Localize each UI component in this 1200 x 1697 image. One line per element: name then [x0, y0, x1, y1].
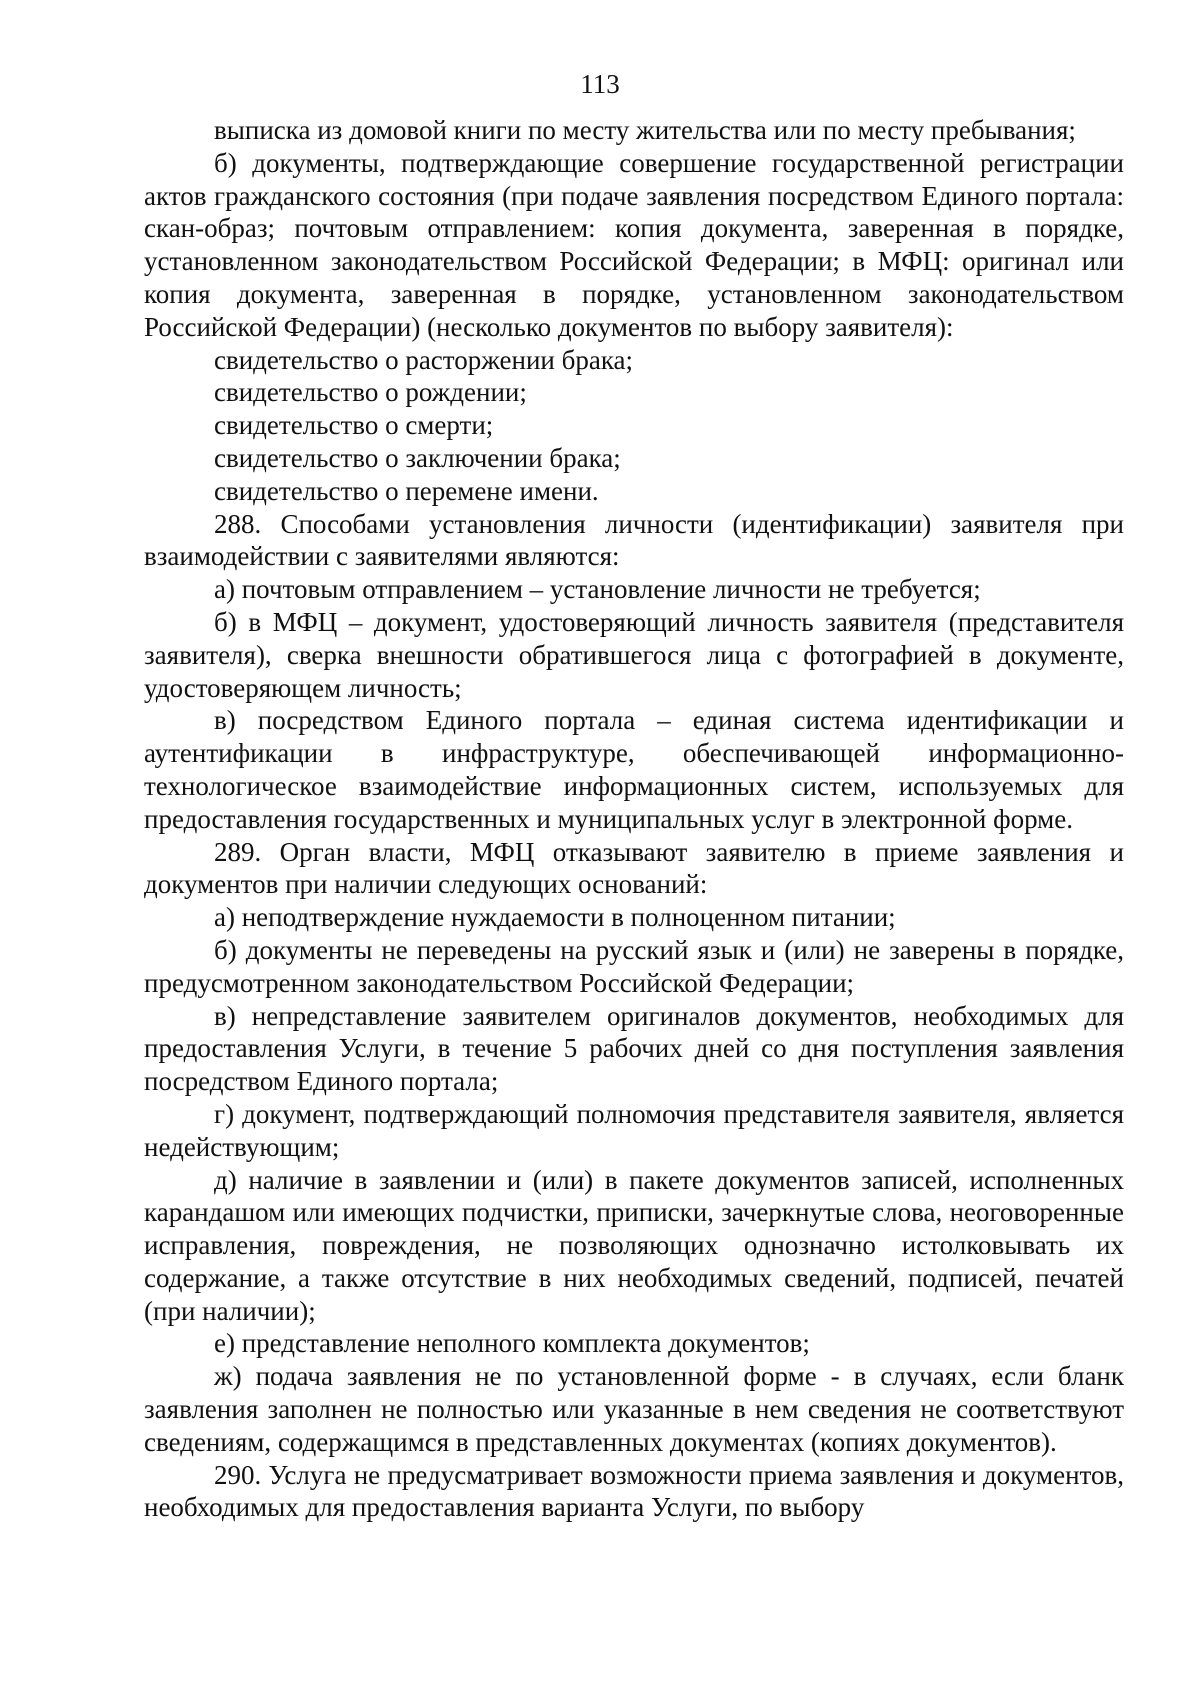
paragraph: 289. Орган власти, МФЦ отказывают заявителю в приеме заявления и документов при наличии следующих оснований:	[144, 836, 1124, 900]
paragraph: б) в МФЦ – документ, удостоверяющий личность заявителя (представителя заявителя), сверка внешности обратившегося лица с фотографией в документе, удостоверяющем личность;	[144, 606, 1124, 703]
paragraph: д) наличие в заявлении и (или) в пакете документов записей, исполненных карандашом или имеющих подчистки, приписки, зачеркнутые слова, неоговоренные исправления, повреждения, не позволяющих однозначно истолковывать их содержание, а также отсутствие в них необходимых сведений, подписей, печатей (при наличии);	[144, 1164, 1124, 1326]
paragraph: а) неподтверждение нуждаемости в полноценном питании;	[214, 902, 896, 933]
paragraph: б) документы, подтверждающие совершение государственной регистрации актов гражданского состояния (при подаче заявления посредством Единого портала: скан-образ; почтовым отправлением: копия документа, заверенная в порядке, установленном законодательством Российской Федерации; в МФЦ: оригинал или копия документа, заверенная в порядке, установленном законодательством Российской Федерации) (несколько документов по выбору заявителя):	[144, 147, 1124, 342]
paragraph: б) документы не переведены на русский язык и (или) не заверены в порядке, предусмотренном законодательством Российской Федерации;	[144, 934, 1124, 998]
paragraph: в) непредставление заявителем оригиналов документов, необходимых для предоставления Услуги, в течение 5 рабочих дней со дня поступления заявления посредством Единого портала;	[144, 1000, 1124, 1097]
list-item: свидетельство о перемене имени.	[214, 475, 599, 506]
paragraph: е) представление неполного комплекта документов;	[214, 1328, 810, 1359]
paragraph: в) посредством Единого портала – единая система идентификации и аутентификации в инфраструктуре, обеспечивающей информационно-технологическое взаимодействие информационных систем, используемых для предоставления государственных и муниципальных услуг в электронной форме.	[144, 705, 1124, 834]
list-item: свидетельство о расторжении брака;	[214, 344, 634, 375]
list-item: свидетельство о рождении;	[214, 377, 527, 408]
list-item: свидетельство о заключении брака;	[214, 442, 621, 473]
paragraph: г) документ, подтверждающий полномочия представителя заявителя, является недействующим;	[144, 1098, 1124, 1162]
paragraph: 290. Услуга не предусматривает возможности приема заявления и документов, необходимых для предоставления варианта Услуги, по выбору	[144, 1459, 1124, 1523]
paragraph: а) почтовым отправлением – установление личности не требуется;	[214, 574, 981, 605]
paragraph: выписка из домовой книги по месту жительства или по месту пребывания;	[214, 115, 1076, 145]
page-number: 113	[580, 69, 620, 99]
list-item: свидетельство о смерти;	[214, 410, 494, 441]
paragraph: ж) подача заявления не по установленной форме - в случаях, если бланк заявления заполнен не полностью или указанные в нем сведения не соответствуют сведениям, содержащимся в представленных документах (копиях документов).	[144, 1361, 1124, 1457]
paragraph: 288. Способами установления личности (идентификации) заявителя при взаимодействии с заявителями являются:	[144, 508, 1124, 572]
document-body	[144, 114, 1124, 1524]
